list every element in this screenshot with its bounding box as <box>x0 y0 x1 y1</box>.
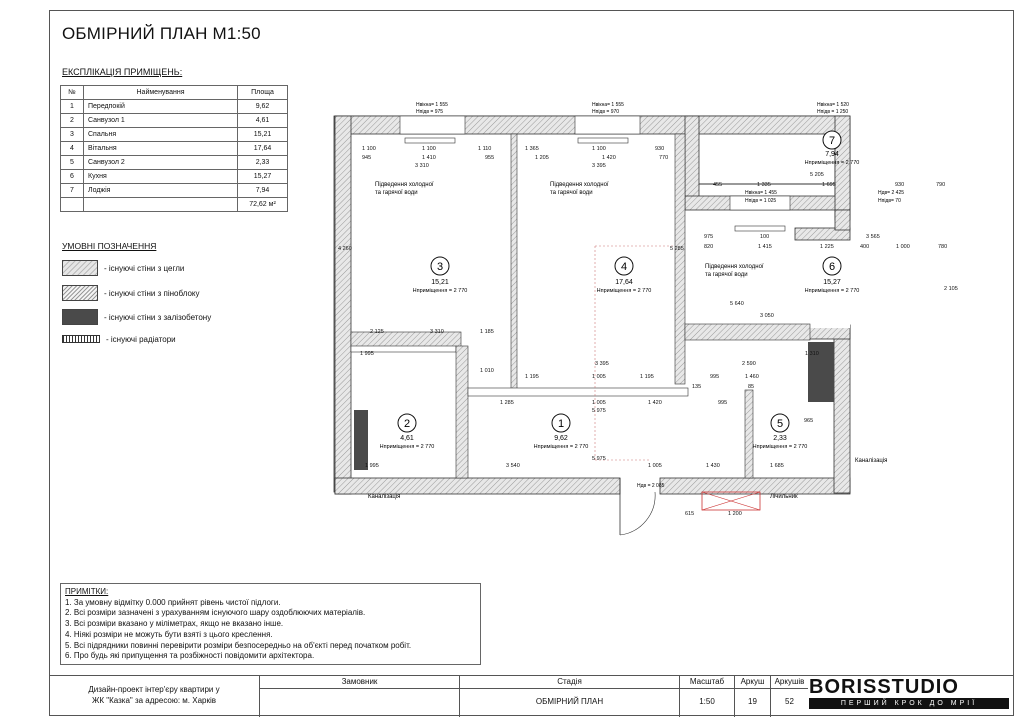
svg-text:5 640: 5 640 <box>730 301 744 307</box>
note-item: 2. Всі розміри зазначені з урахуванням існуючого шару оздоблюючих матеріалів. <box>65 608 366 618</box>
row-name: Передпокій <box>84 100 238 114</box>
svg-text:1 995: 1 995 <box>360 351 374 357</box>
svg-text:Hвікна= 1 520: Hвікна= 1 520 <box>817 102 849 108</box>
note-item: 4. Ніякі розміри не можуть бути взяті з цього креслення. <box>65 629 273 639</box>
svg-text:1 310: 1 310 <box>805 351 819 357</box>
total-area: 72,62 м² <box>238 198 288 212</box>
explication-title: ЕКСПЛІКАЦІЯ ПРИМІЩЕНЬ: <box>62 67 183 77</box>
row-area: 15,21 <box>238 128 288 142</box>
sheets-cell: Аркушів 52 <box>770 676 808 717</box>
svg-text:1 005: 1 005 <box>648 463 662 469</box>
radiator-bedroom <box>405 138 455 143</box>
svg-text:5 205: 5 205 <box>810 172 824 178</box>
room-3-label <box>413 257 468 294</box>
svg-text:930: 930 <box>895 182 905 188</box>
floor-plan <box>330 100 958 525</box>
svg-text:5 975: 5 975 <box>592 456 606 462</box>
meter-label: Лічильник <box>770 494 798 500</box>
svg-text:1 195: 1 195 <box>640 374 654 380</box>
legend-item-radiator: - існуючі радіатори <box>62 330 176 348</box>
svg-text:1 195: 1 195 <box>525 374 539 380</box>
svg-text:4 260: 4 260 <box>338 246 352 252</box>
water-note-kitchen: Підведення холодної <box>705 264 764 270</box>
svg-text:Hприміщення = 2 770: Hприміщення = 2 770 <box>533 444 589 450</box>
room-2-label <box>380 414 435 450</box>
sewer-label-right: Каналізація <box>855 458 888 464</box>
row-name: Санвузол 1 <box>84 114 238 128</box>
radiator-icon <box>62 335 100 343</box>
table-row <box>61 184 288 198</box>
concrete-fill-icon <box>62 309 98 325</box>
window-bedroom <box>400 116 465 134</box>
row-name: Санвузол 2 <box>84 156 238 170</box>
svg-text:Hпідв = 1 025: Hпідв = 1 025 <box>745 198 777 204</box>
row-num: 7 <box>61 184 84 198</box>
svg-text:1 110: 1 110 <box>478 146 492 152</box>
table-row <box>61 142 288 156</box>
svg-text:Hприміщення = 2 770: Hприміщення = 2 770 <box>379 444 435 450</box>
svg-text:Hприміщення = 2 770: Hприміщення = 2 770 <box>804 160 860 166</box>
customer-cell: Замовник <box>259 676 459 717</box>
col-header-num: № <box>61 86 84 100</box>
svg-text:780: 780 <box>938 244 948 250</box>
water-note-bedroom: Підведення холодної <box>375 182 434 188</box>
scale-cell: Масштаб 1:50 <box>679 676 734 717</box>
notes-box <box>60 583 481 665</box>
svg-text:Hпідв= 70: Hпідв= 70 <box>878 198 901 204</box>
svg-text:1 430: 1 430 <box>706 463 720 469</box>
svg-text:995: 995 <box>710 374 720 380</box>
svg-text:15,21: 15,21 <box>431 279 449 286</box>
svg-text:15,27: 15,27 <box>823 279 841 286</box>
svg-text:7,94: 7,94 <box>825 151 839 158</box>
wall-living-kitchen <box>675 134 685 384</box>
svg-text:1 225: 1 225 <box>820 244 834 250</box>
svg-text:1 100: 1 100 <box>362 146 376 152</box>
left-wall <box>335 116 351 494</box>
note-item: 3. Всі розміри вказано у міліметрах, якщо не вказано інше. <box>65 619 284 629</box>
svg-text:Hдв= 2 425: Hдв= 2 425 <box>878 190 905 196</box>
svg-text:5: 5 <box>776 418 784 430</box>
svg-text:Hпідв = 1 250: Hпідв = 1 250 <box>817 109 849 115</box>
row-area: 2,33 <box>238 156 288 170</box>
svg-text:135: 135 <box>692 384 702 390</box>
legend-title: УМОВНІ ПОЗНАЧЕННЯ <box>62 241 157 251</box>
svg-text:7: 7 <box>828 135 836 147</box>
svg-text:1 005: 1 005 <box>592 400 606 406</box>
row-name: Лоджія <box>84 184 238 198</box>
svg-text:615: 615 <box>685 511 695 517</box>
svg-text:3 395: 3 395 <box>592 163 606 169</box>
project-description: Дизайн-проект інтер'єру квартири у ЖК "Казка" за адресою: м. Харків <box>88 685 220 705</box>
row-area: 9,62 <box>238 100 288 114</box>
svg-text:Hприміщення = 2 770: Hприміщення = 2 770 <box>752 444 808 450</box>
svg-text:3 050: 3 050 <box>760 313 774 319</box>
svg-text:9,62: 9,62 <box>554 435 568 442</box>
svg-text:1 420: 1 420 <box>648 400 662 406</box>
svg-text:та гарячої води: та гарячої води <box>375 190 418 196</box>
wall-hall-bath2 <box>745 390 753 478</box>
svg-text:995: 995 <box>718 400 728 406</box>
svg-text:Hприміщення = 2 770: Hприміщення = 2 770 <box>596 288 652 294</box>
svg-text:5 975: 5 975 <box>592 408 606 414</box>
svg-text:1 100: 1 100 <box>592 146 606 152</box>
svg-text:17,64: 17,64 <box>615 279 633 286</box>
svg-text:1 000: 1 000 <box>896 244 910 250</box>
radiator-living <box>578 138 628 143</box>
svg-text:1 460: 1 460 <box>745 374 759 380</box>
svg-text:820: 820 <box>704 244 714 250</box>
svg-text:Hвікна= 1 555: Hвікна= 1 555 <box>592 102 624 108</box>
table-header-row <box>61 86 288 100</box>
sheet-cell: Аркуш 19 <box>734 676 770 717</box>
radiator-kitchen <box>735 226 785 231</box>
table-total-row <box>61 198 288 212</box>
svg-text:2 590: 2 590 <box>742 361 756 367</box>
svg-text:1 205: 1 205 <box>535 155 549 161</box>
water-note-living: Підведення холодної <box>550 182 609 188</box>
brand-tagline: ПЕРШИЙ КРОК ДО МРІЇ <box>809 698 1009 709</box>
table-row <box>61 156 288 170</box>
row-area: 7,94 <box>238 184 288 198</box>
row-area: 4,61 <box>238 114 288 128</box>
row-name: Вітальня <box>84 142 238 156</box>
foam-block-hatch-icon <box>62 285 98 301</box>
note-item: 6. Про будь які припущення та розбіжності повідомити архітектора. <box>65 651 315 661</box>
svg-text:85: 85 <box>748 384 755 390</box>
right-wall-lower <box>834 325 850 493</box>
room-1-label <box>534 414 589 450</box>
room-4-label <box>597 257 652 294</box>
svg-text:1 685: 1 685 <box>770 463 784 469</box>
svg-text:Hдв = 2 085: Hдв = 2 085 <box>637 483 665 489</box>
row-area: 15,27 <box>238 170 288 184</box>
svg-text:Hвікна= 1 455: Hвікна= 1 455 <box>745 190 777 196</box>
row-name: Спальня <box>84 128 238 142</box>
svg-text:1 100: 1 100 <box>422 146 436 152</box>
brick-hatch-icon <box>62 260 98 276</box>
stage-cell: Стадія ОБМІРНИЙ ПЛАН <box>459 676 679 717</box>
svg-text:та гарячої води: та гарячої води <box>550 190 593 196</box>
brand-logo: BORISSTUDIO <box>809 676 959 698</box>
svg-text:Hприміщення = 2 770: Hприміщення = 2 770 <box>804 288 860 294</box>
legend-item-foam-block: - існуючі стіни з піноблоку <box>62 284 200 302</box>
col-header-area: Площа <box>238 86 288 100</box>
floor-plan-drawing <box>330 100 958 520</box>
notes-title: ПРИМІТКИ: <box>65 587 109 596</box>
loggia-left-wall <box>685 116 699 208</box>
note-item: 1. За умовну відмітку 0.000 прийнят рівень чистої підлоги. <box>65 597 281 607</box>
svg-text:400: 400 <box>860 244 870 250</box>
svg-text:2 125: 2 125 <box>370 329 384 335</box>
room-7-label <box>805 131 860 166</box>
row-num: 4 <box>61 142 84 156</box>
svg-text:3 310: 3 310 <box>415 163 429 169</box>
svg-text:1 285: 1 285 <box>500 400 514 406</box>
svg-text:та гарячої води: та гарячої води <box>705 272 748 278</box>
svg-text:1 420: 1 420 <box>602 155 616 161</box>
svg-text:975: 975 <box>704 234 714 240</box>
svg-text:3: 3 <box>436 261 444 273</box>
row-num: 2 <box>61 114 84 128</box>
svg-text:100: 100 <box>760 234 770 240</box>
svg-text:Hприміщення = 2 770: Hприміщення = 2 770 <box>412 288 468 294</box>
svg-text:Hвікна= 1 555: Hвікна= 1 555 <box>416 102 448 108</box>
table-row <box>61 100 288 114</box>
row-num: 5 <box>61 156 84 170</box>
svg-text:5 285: 5 285 <box>670 246 684 252</box>
svg-text:3 565: 3 565 <box>866 234 880 240</box>
bottom-wall-left <box>335 478 620 494</box>
legend-item-concrete: - існуючі стіни з залізобетону <box>62 308 211 326</box>
svg-text:4: 4 <box>620 261 628 273</box>
svg-text:6: 6 <box>828 261 836 273</box>
svg-text:1: 1 <box>557 418 565 430</box>
svg-text:770: 770 <box>659 155 669 161</box>
svg-text:1 335: 1 335 <box>757 182 771 188</box>
col-header-name: Найменування <box>84 86 238 100</box>
wall-bath1-hall <box>456 346 468 478</box>
svg-text:1 995: 1 995 <box>365 463 379 469</box>
svg-text:Hпідв = 970: Hпідв = 970 <box>592 109 620 115</box>
row-name: Кухня <box>84 170 238 184</box>
concrete-shaft-left <box>354 410 368 470</box>
explication-table <box>60 85 288 212</box>
svg-text:1 695: 1 695 <box>822 182 836 188</box>
row-num: 1 <box>61 100 84 114</box>
svg-text:2: 2 <box>403 418 411 430</box>
note-item: 5. Всі підрядники повинні перевірити розміри безпосередньо на об'єкті перед початком робіт. <box>65 640 412 650</box>
svg-text:3 540: 3 540 <box>506 463 520 469</box>
row-area: 17,64 <box>238 142 288 156</box>
page-title: ОБМІРНИЙ ПЛАН М1:50 <box>62 24 261 43</box>
svg-text:3 395: 3 395 <box>595 361 609 367</box>
svg-text:4,61: 4,61 <box>400 435 414 442</box>
legend-item-brick: - існуючі стіни з цегли <box>62 259 184 277</box>
svg-text:1 005: 1 005 <box>592 374 606 380</box>
svg-text:Hпідв = 975: Hпідв = 975 <box>416 109 444 115</box>
svg-text:930: 930 <box>655 146 665 152</box>
svg-text:3 310: 3 310 <box>430 329 444 335</box>
svg-text:1 185: 1 185 <box>480 329 494 335</box>
svg-text:2,33: 2,33 <box>773 435 787 442</box>
svg-text:1 365: 1 365 <box>525 146 539 152</box>
svg-text:2 105: 2 105 <box>944 286 958 292</box>
room-5-label <box>753 414 808 450</box>
svg-text:1 410: 1 410 <box>422 155 436 161</box>
svg-text:455: 455 <box>713 182 723 188</box>
table-row <box>61 170 288 184</box>
svg-text:945: 945 <box>362 155 372 161</box>
wall-bedroom-living <box>511 134 517 390</box>
svg-text:955: 955 <box>485 155 495 161</box>
svg-text:1 200: 1 200 <box>728 511 742 517</box>
svg-text:1 010: 1 010 <box>480 368 494 374</box>
sewer-label-left: Каналізація <box>368 494 401 500</box>
svg-text:790: 790 <box>936 182 946 188</box>
row-num: 6 <box>61 170 84 184</box>
table-row <box>61 114 288 128</box>
window-living <box>575 116 640 134</box>
svg-text:1 415: 1 415 <box>758 244 772 250</box>
row-num: 3 <box>61 128 84 142</box>
table-row <box>61 128 288 142</box>
svg-text:965: 965 <box>804 418 814 424</box>
